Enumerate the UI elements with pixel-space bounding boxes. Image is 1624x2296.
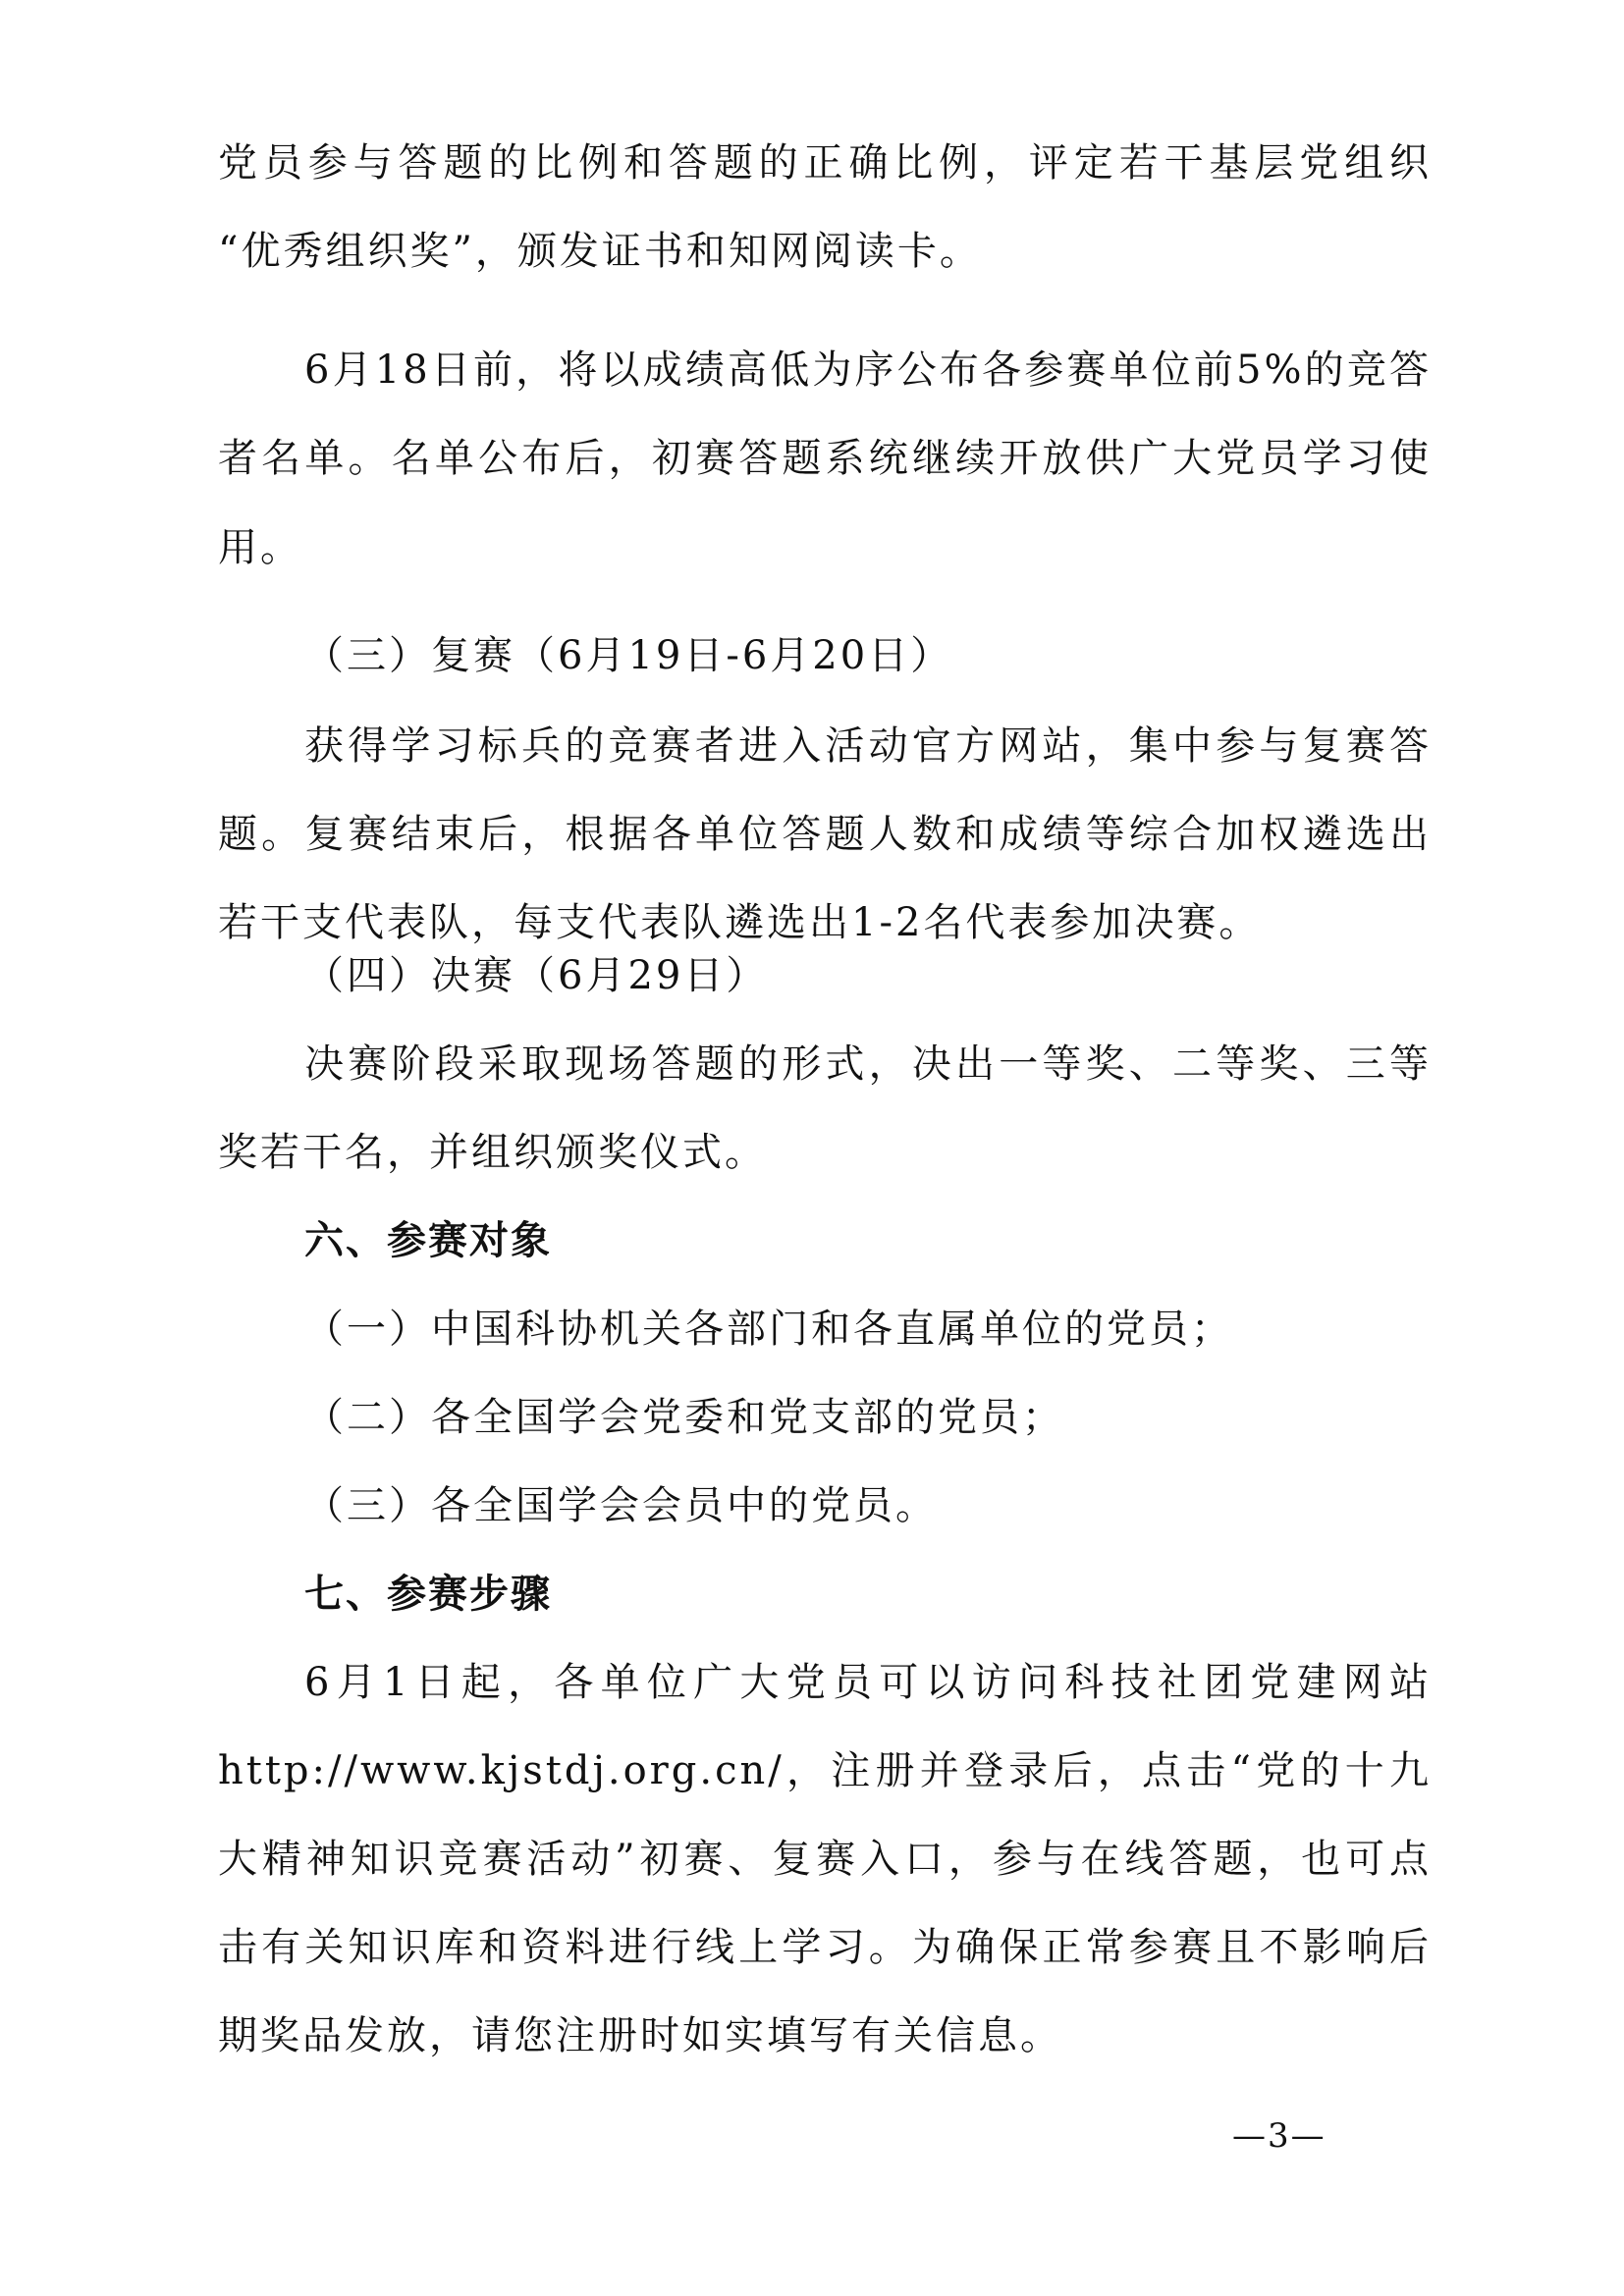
text-line: 题。复赛结束后，根据各单位答题人数和成绩等综合加权遴选出 (218, 812, 1432, 857)
section-subheading: （四）决赛（6月29日） (304, 953, 769, 998)
text-line: http://www.kjstdj.org.cn/，注册并登录后，点击“党的十九 (218, 1748, 1432, 1793)
text-line: 者名单。名单公布后，初赛答题系统继续开放供广大党员学习使 (218, 436, 1432, 481)
text-line: “优秀组织奖”，颁发证书和知网阅读卡。 (218, 229, 982, 274)
text-line: 获得学习标兵的竞赛者进入活动官方网站，集中参与复赛答 (304, 723, 1432, 769)
section-heading: 七、参赛步骤 (304, 1572, 552, 1617)
list-item: （二）各全国学会党委和党支部的党员； (304, 1395, 1064, 1440)
text-line: 击有关知识库和资料进行线上学习。为确保正常参赛且不影响后 (218, 1925, 1432, 1970)
text-line: 用。 (218, 525, 302, 570)
text-line: 党员参与答题的比例和答题的正确比例，评定若干基层党组织 (218, 140, 1432, 186)
text-line: 决赛阶段采取现场答题的形式，决出一等奖、二等奖、三等 (304, 1041, 1432, 1087)
text-line: 6月18日前，将以成绩高低为序公布各参赛单位前5%的竞答 (304, 347, 1432, 393)
text-line: 大精神知识竞赛活动”初赛、复赛入口，参与在线答题，也可点 (218, 1837, 1432, 1882)
list-item: （一）中国科协机关各部门和各直属单位的党员； (304, 1307, 1233, 1352)
section-subheading: （三）复赛（6月19日-6月20日） (304, 633, 953, 678)
section-heading: 六、参赛对象 (304, 1218, 552, 1263)
text-line: 期奖品发放，请您注册时如实填写有关信息。 (218, 2013, 1062, 2058)
page-number: —3— (1232, 2116, 1326, 2156)
list-item: （三）各全国学会会员中的党员。 (304, 1483, 938, 1528)
text-line: 奖若干名，并组织颁奖仪式。 (218, 1130, 767, 1175)
text-line: 若干支代表队，每支代表队遴选出1-2名代表参加决赛。 (218, 900, 1262, 945)
text-line: 6月1日起，各单位广大党员可以访问科技社团党建网站 (304, 1660, 1432, 1705)
